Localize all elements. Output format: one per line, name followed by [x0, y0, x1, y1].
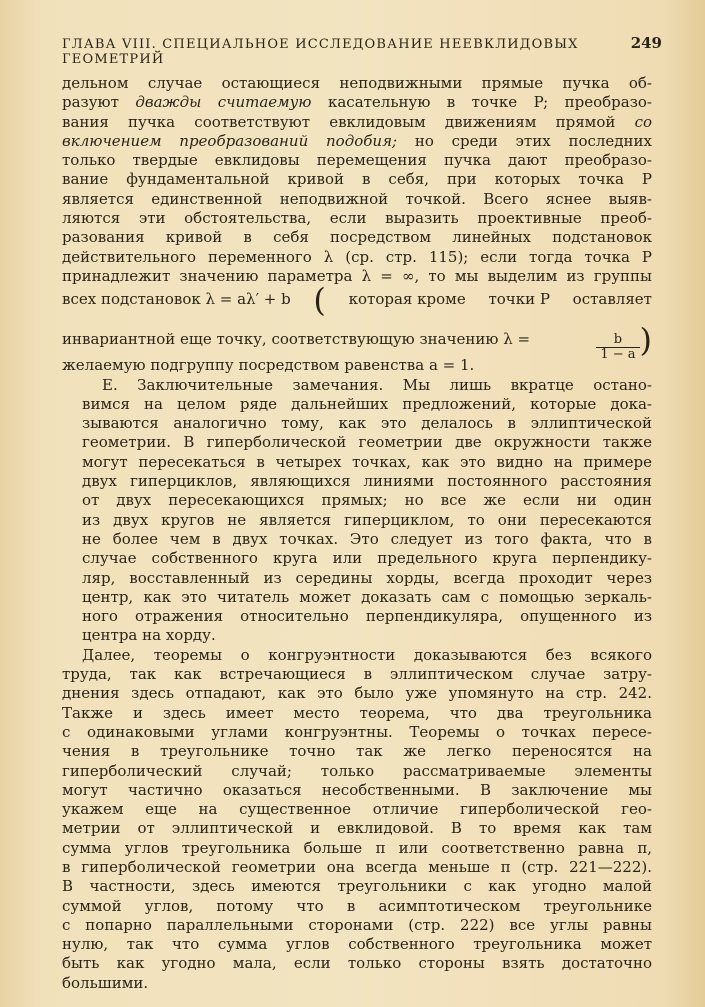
text-line: желаемую подгруппу посредством равенства a = 1.: [62, 356, 475, 375]
text-line: случае собственного круга или предельного круга перпендику-: [82, 549, 652, 568]
text-line: вимся на целом ряде дальнейших предложений, которые дока-: [82, 394, 652, 413]
text-line: укажем еще на существенное отличие гиперболической гео-: [62, 800, 652, 819]
close-paren: ): [639, 321, 652, 360]
formula-substitution: всех подстановок λ = aλ′ + b: [62, 290, 291, 309]
text-line: из двух кругов не является гиперциклом, то они пересекаются: [82, 510, 652, 529]
chapter-title: ГЛАВА VIII. СПЕЦИАЛЬНОЕ ИССЛЕДОВАНИЕ НЕЕВКЛИДОВЫХ ГЕОМЕТРИЙ: [62, 37, 579, 67]
text-line: быть как угодно мала, если только стороны взять достаточно: [62, 954, 652, 973]
formula-line-2: [62, 321, 652, 362]
page-body: [62, 74, 652, 993]
text-line: с одинаковыми углами конгруэнтны. Теоремы о точках пересе-: [62, 722, 652, 741]
text-line: могут пересекаться в четырех точках, как это видно на примере: [82, 452, 652, 471]
text-line: метрии от эллиптической и евклидовой. В то время как там: [62, 819, 652, 838]
text-line: суммой углов, потому что в асимптотическом треугольнике: [62, 896, 652, 915]
text-line: днения здесь отпадают, как это было уже упомянуто на стр. 242.: [62, 684, 652, 703]
paragraph-continued: [62, 74, 652, 286]
paragraph-congruence: [62, 646, 652, 993]
text-line: не более чем в двух точках. Это следует из того факта, что в: [82, 529, 652, 548]
page-number: 249: [630, 34, 662, 52]
text-line: центра на хорду.: [82, 626, 216, 645]
formula-text: точки P: [488, 290, 550, 309]
text-line: центр, как это читатель может доказать сам с помощью зеркаль-: [82, 587, 652, 606]
text-line: Далее, теоремы о конгруэнтности доказываются без всякого: [82, 645, 652, 664]
running-header: [62, 34, 662, 67]
fraction-numerator: b: [613, 331, 623, 347]
text-line: труда, так как встречающиеся в эллиптическом случае затру-: [62, 665, 652, 684]
formula-line-1: [62, 281, 652, 320]
text-line: зываются аналогично тому, как это делалось в эллиптической: [82, 414, 652, 433]
formula-block: [62, 281, 652, 362]
text-line: нулю, так что сумма углов собственного треугольника может: [62, 935, 652, 954]
text-line: ляр, восставленный из середины хорды, всегда проходит через: [82, 568, 652, 587]
text-line: геометрии. В гиперболической геометрии две окружности также: [82, 433, 652, 452]
text-line: принадлежит значению параметра λ = ∞, то мы выделим из группы: [62, 266, 652, 285]
text-line: является единственной неподвижной точкой. Всего яснее выяв-: [62, 189, 652, 208]
text-line: от двух пересекающихся прямых; но все же если ни один: [82, 491, 652, 510]
text-line: могут частично оказаться несобственными. В заключение мы: [62, 780, 652, 799]
text-line: сумма углов треугольника больше π или соответственно равна π,: [62, 838, 652, 857]
text-line: большими.: [62, 973, 149, 992]
text-line: ного отражения относительно перпендикуляра, опущенного из: [82, 607, 652, 626]
text-line: действительного переменного λ (ср. стр. 115); если тогда точка P: [62, 247, 652, 266]
formula-text: которая кроме: [348, 290, 466, 309]
fraction: [593, 321, 652, 362]
text-line: дельном случае остающиеся неподвижными прямые пучка об-: [62, 74, 652, 92]
formula-text: оставляет: [572, 290, 652, 309]
formula-text: инвариантной еще точку, соответствующую значению λ =: [62, 330, 531, 349]
text-line: вания пучка соответствуют евклидовым движениям прямой со: [62, 112, 652, 131]
text-line: с попарно параллельными сторонами (стр. 222) все углы равны: [62, 915, 652, 934]
text-line: вание фундаментальной кривой в себя, при которых точка P: [62, 170, 652, 189]
text-line: только твердые евклидовы перемещения пучка дают преобразо-: [62, 151, 652, 170]
text-line: ляются эти обстоятельства, если выразить проективные преоб-: [62, 209, 652, 228]
text-line: гиперболический случай; только рассматриваемые элементы: [62, 761, 652, 780]
text-line: разуют дважды считаемую касательную в точке P; преобразо-: [62, 93, 652, 112]
fraction-denominator: 1 − a: [596, 347, 639, 362]
text-line: чения в треугольнике точно так же легко переносятся на: [62, 742, 652, 761]
text-line: E. Заключительные замечания. Мы лишь вкратце остано-: [102, 375, 652, 394]
text-line: двух гиперциклов, являющихся линиями постоянного расстояния: [82, 472, 652, 491]
paragraph-concluding-remarks: [62, 376, 652, 646]
open-paren: (: [313, 281, 326, 320]
text-line: Также и здесь имеет место теорема, что два треугольника: [62, 703, 652, 722]
text-line: включением преобразований подобия; но среди этих последних: [62, 131, 652, 150]
text-line: в гиперболической геометрии она всегда меньше π (стр. 221—222).: [62, 857, 652, 876]
text-line: В частности, здесь имеются треугольники с как угодно малой: [62, 877, 652, 896]
text-line: разования кривой в себя посредством линейных подстановок: [62, 228, 652, 247]
